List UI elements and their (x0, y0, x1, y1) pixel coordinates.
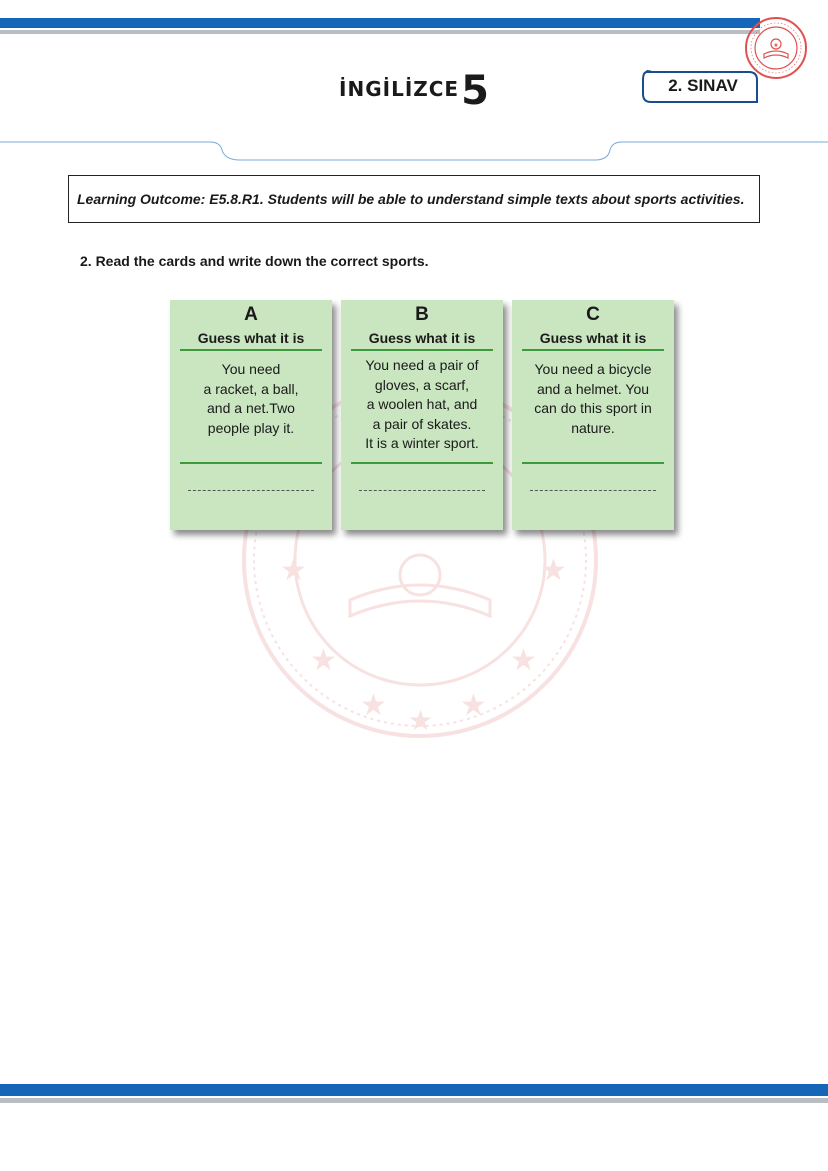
card-clue (349, 356, 495, 454)
card-c (512, 300, 674, 530)
card-divider (522, 462, 664, 464)
answer-blank[interactable] (188, 490, 314, 491)
clue-line: a pair of skates. (372, 415, 472, 432)
clue-line: You need a pair of (365, 357, 479, 373)
header-divider (0, 136, 828, 166)
svg-text:★: ★ (408, 705, 434, 736)
clue-line: gloves, a scarf, (374, 376, 470, 393)
answer-blank[interactable] (359, 490, 485, 491)
card-divider (180, 349, 322, 351)
question-text: 2. Read the cards and write down the correct sports. (80, 253, 429, 269)
card-clue (520, 360, 666, 438)
exam-badge: 2. SINAV (668, 76, 738, 95)
subject-title: İNGİLİZCE (339, 77, 460, 101)
card-b (341, 300, 503, 530)
svg-text:★: ★ (460, 689, 487, 722)
card-divider (351, 349, 493, 351)
clue-line: a racket, a ball, (203, 380, 299, 397)
clue-line: and a net.Two (207, 400, 295, 416)
answer-blank[interactable] (530, 490, 656, 491)
card-divider (180, 462, 322, 464)
clue-line: a woolen hat, and (366, 396, 478, 412)
clue-line: It is a winter sport. (365, 435, 479, 451)
top-gray-bar (0, 30, 760, 34)
card-subtitle: Guess what it is (368, 330, 476, 346)
clue-line: You need a bicycle (534, 361, 652, 377)
clue-line: can do this sport in (534, 400, 652, 416)
svg-text:★: ★ (360, 689, 387, 722)
grade-number: 5 (461, 68, 489, 114)
card-letter: A (244, 304, 258, 325)
svg-text:★: ★ (540, 554, 567, 587)
svg-text:★: ★ (773, 43, 779, 49)
bottom-blue-bar (0, 1084, 828, 1096)
svg-text:★: ★ (310, 644, 337, 677)
svg-text:★: ★ (510, 644, 537, 677)
clue-line: people play it. (207, 419, 295, 436)
card-letter: B (415, 304, 429, 325)
card-a (170, 300, 332, 530)
clue-line: You need (221, 361, 281, 377)
card-divider (351, 462, 493, 464)
card-letter: C (586, 304, 600, 325)
card-divider (522, 349, 664, 351)
card-subtitle: Guess what it is (197, 330, 305, 346)
learning-outcome-box: Learning Outcome: E5.8.R1. Students will be able to understand simple texts about sports activities. (68, 175, 760, 223)
top-blue-bar (0, 18, 760, 28)
bottom-gray-bar (0, 1098, 828, 1103)
card-clue (178, 360, 324, 438)
card-subtitle: Guess what it is (539, 330, 647, 346)
svg-text:★: ★ (280, 554, 307, 587)
clue-line: nature. (571, 419, 615, 436)
clue-line: and a helmet. You (536, 380, 650, 397)
